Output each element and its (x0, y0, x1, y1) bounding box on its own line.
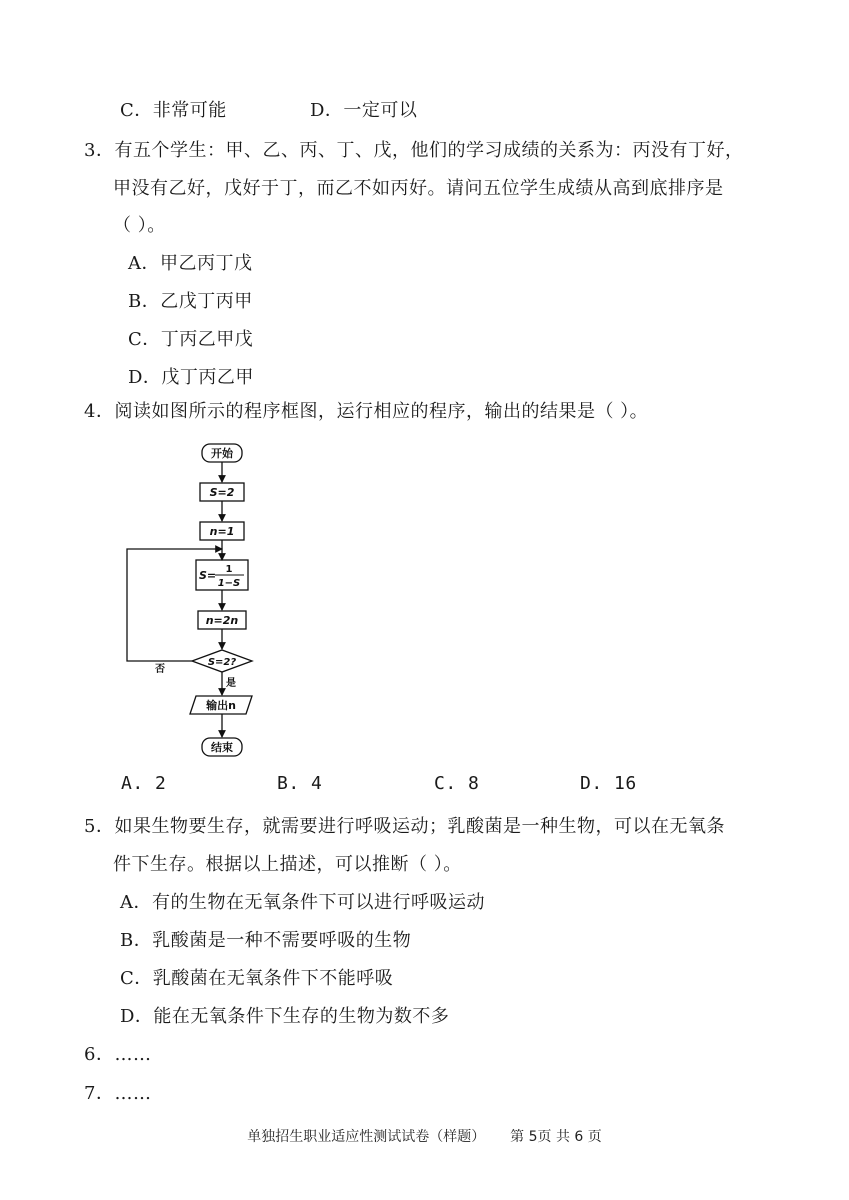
flow-loop-back-line (127, 549, 222, 661)
flow-s-update-num: 1 (225, 564, 233, 575)
q3-stem-line2: 甲没有乙好，戊好于丁，而乙不如丙好。请问五位学生成绩从高到底排序是 (113, 178, 724, 199)
flow-n-update-text: n=2n (205, 614, 239, 627)
flow-output-text: 输出n (206, 699, 236, 712)
q5-option-d: D．能在无氧条件下生存的生物为数不多 (120, 1006, 450, 1027)
q7-placeholder: 7．…… (84, 1083, 152, 1104)
q3-option-d: D．戊丁丙乙甲 (128, 367, 254, 388)
q6-placeholder: 6．…… (84, 1044, 152, 1065)
footer-page-number: 第 5页 共 6 页 (510, 1129, 602, 1145)
option-d-prev: D．一定可以 (310, 100, 418, 121)
q4-option-a: A. 2 (121, 773, 167, 794)
q5-option-a: A．有的生物在无氧条件下可以进行呼吸运动 (120, 892, 485, 913)
flow-yes-label: 是 (226, 678, 236, 689)
flow-s-update-den: 1−S (217, 578, 241, 589)
q3-option-b: B．乙戊丁丙甲 (128, 291, 253, 312)
page-footer (0, 1126, 849, 1146)
q5-option-b: B．乳酸菌是一种不需要呼吸的生物 (120, 930, 412, 951)
flow-start-text: 开始 (211, 447, 233, 460)
q3-stem-line3: （ ）。 (113, 215, 166, 236)
q4-option-b: B. 4 (277, 773, 323, 794)
flow-n-init-text: n=1 (209, 525, 235, 538)
q4-option-c: C. 8 (434, 773, 480, 794)
program-flowchart (118, 436, 268, 766)
q5-stem-line2: 件下生存。根据以上描述，可以推断（ ）。 (113, 854, 462, 875)
footer-title: 单独招生职业适应性测试试卷（样题） (247, 1129, 486, 1145)
q3-option-c: C．丁丙乙甲戊 (128, 329, 254, 350)
q3-stem-line1: 3．有五个学生：甲、乙、丙、丁、戊，他们的学习成绩的关系为：丙没有丁好， (84, 140, 744, 161)
q5-stem-line1: 5．如果生物要生存，就需要进行呼吸运动；乳酸菌是一种生物，可以在无氧条 (84, 816, 725, 837)
q5-option-c: C．乳酸菌在无氧条件下不能呼吸 (120, 968, 394, 989)
flow-s-update-lhs: S= (199, 569, 217, 582)
q4-stem: 4．阅读如图所示的程序框图，运行相应的程序，输出的结果是（ ）。 (84, 401, 649, 422)
q4-option-d: D. 16 (580, 773, 637, 794)
q3-option-a: A．甲乙丙丁戊 (128, 253, 253, 274)
flow-end-text: 结束 (211, 741, 233, 754)
flow-decision-text: S=2? (207, 657, 237, 668)
flow-s-init-text: S=2 (209, 486, 235, 499)
flow-no-label: 否 (155, 664, 165, 675)
option-c-prev: C．非常可能 (120, 100, 227, 121)
